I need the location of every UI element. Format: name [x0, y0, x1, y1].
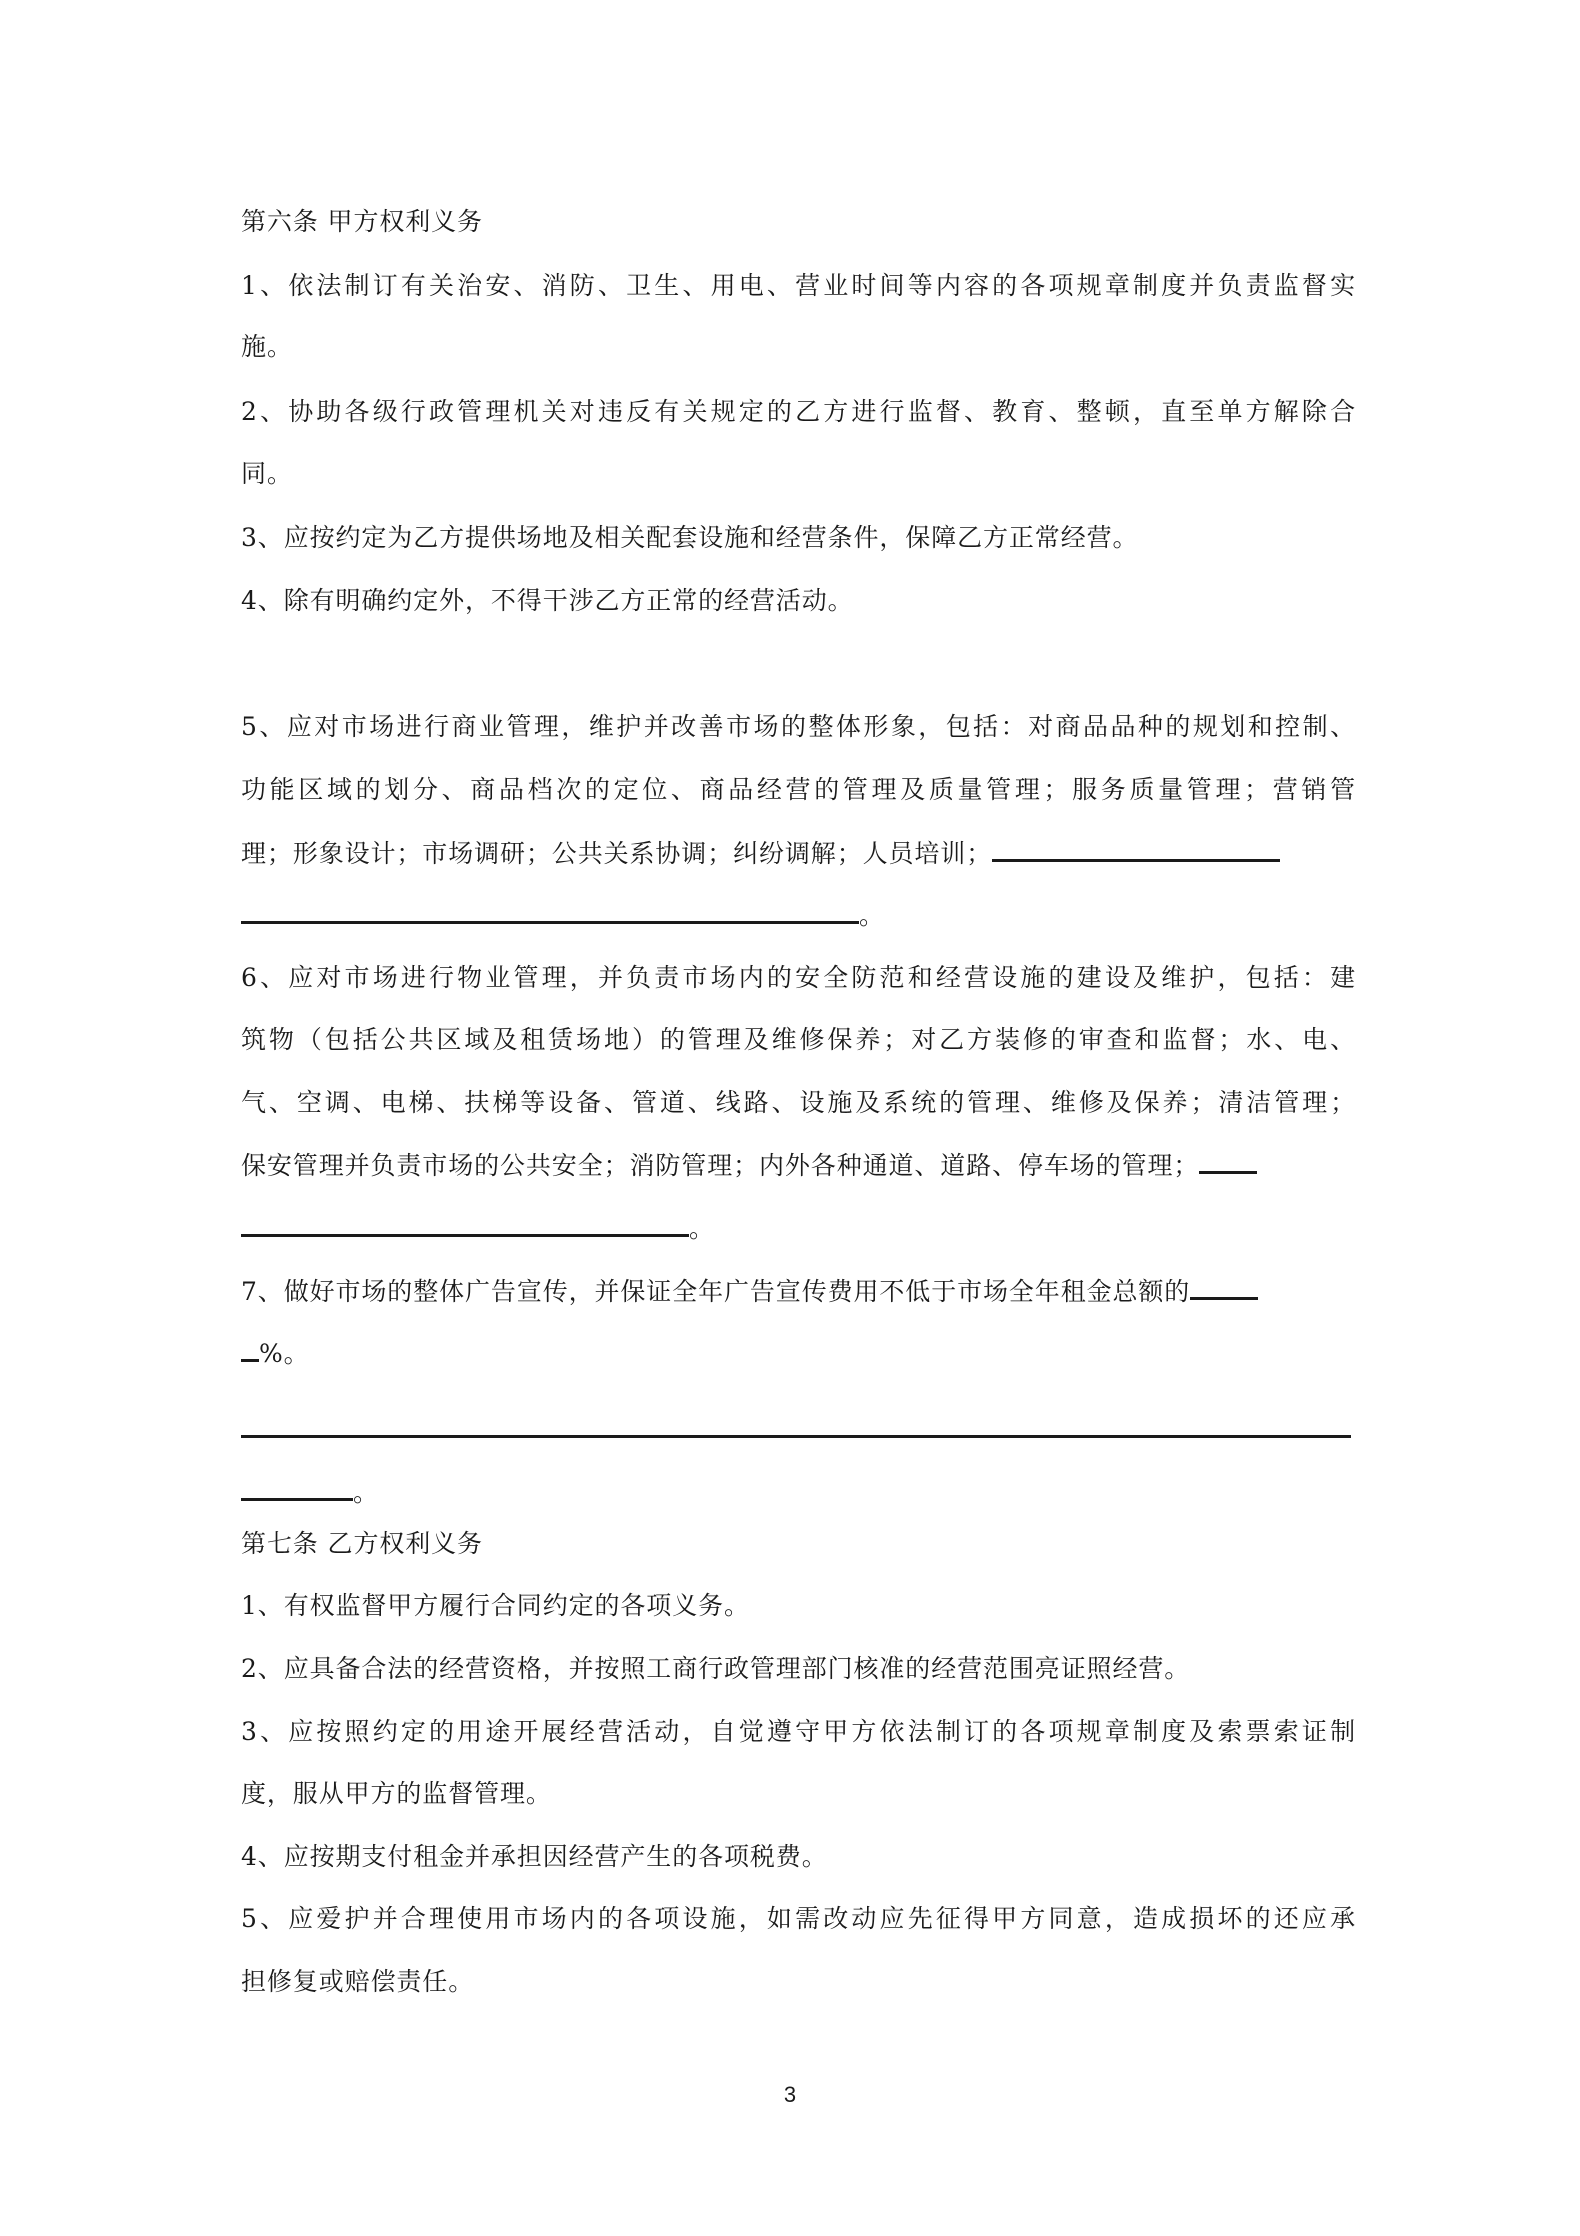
article-6-item-2-line-2: 同。	[241, 459, 293, 488]
article-6-item-6-line-2: 筑物（包括公共区域及租赁场地）的管理及维修保养；对乙方装修的审查和监督；水、电、	[241, 1025, 1356, 1054]
article-7-item-4: 4、应按期支付租金并承担因经营产生的各项税费。	[241, 1842, 828, 1871]
article-7-item-1: 1、有权监督甲方履行合同约定的各项义务。	[241, 1591, 750, 1620]
article-6-item-6-line-4	[241, 1149, 1356, 1182]
article-7-item-5-line-2: 担修复或赔偿责任。	[241, 1967, 475, 1996]
article-6-item-6-line-5	[241, 1212, 1356, 1245]
page-number: 3	[783, 2082, 797, 2107]
article-6-item-7-line-1	[241, 1275, 1356, 1308]
article-6-item-3: 3、应按约定为乙方提供场地及相关配套设施和经营条件，保障乙方正常经营。	[241, 523, 1139, 552]
article-6-item-6-line-3: 气、空调、电梯、扶梯等设备、管道、线路、设施及系统的管理、维修及保养；清洁管理；	[241, 1088, 1356, 1117]
article-6-item-5-line-3-text: 理；形象设计；市场调研；公共关系协调；纠纷调解；人员培训；	[241, 839, 993, 868]
article-6-item-1-line-1: 1、依法制订有关治安、消防、卫生、用电、营业时间等内容的各项规章制度并负责监督实	[241, 271, 1356, 300]
article-7-item-3-line-1: 3、应按照约定的用途开展经营活动，自觉遵守甲方依法制订的各项规章制度及索票索证制	[241, 1717, 1356, 1746]
article-6-item-6-line-4-text: 保安管理并负责市场的公共安全；消防管理；内外各种通道、道路、停车场的管理；	[241, 1151, 1200, 1180]
fill-in-blank[interactable]	[1199, 1149, 1257, 1174]
article-6-item-7-line-2	[241, 1337, 1356, 1370]
article-6-item-6-line-1: 6、应对市场进行物业管理，并负责市场内的安全防范和经营设施的建设及维护，包括：建	[241, 963, 1356, 992]
fill-in-blank[interactable]	[241, 1212, 689, 1237]
article-6-item-1-line-2: 施。	[241, 332, 293, 361]
article-6-item-5-line-4	[241, 899, 1356, 932]
fill-in-blank[interactable]	[241, 899, 859, 924]
article-7-item-2: 2、应具备合法的经营资格，并按照工商行政管理部门核准的经营范围亮证照经营。	[241, 1654, 1191, 1683]
blank-line-period: 。	[353, 1478, 379, 1507]
article-7-item-3-line-2: 度，服从甲方的监督管理。	[241, 1779, 552, 1808]
article-6-item-5-end: 。	[859, 901, 885, 930]
fill-in-blank[interactable]	[992, 837, 1280, 862]
blank-line-end	[241, 1476, 1356, 1509]
article-6-item-7-end: %。	[259, 1339, 310, 1368]
fill-in-blank[interactable]	[241, 1476, 353, 1501]
article-6-heading: 第六条 甲方权利义务	[241, 207, 483, 236]
article-6-item-6-end: 。	[689, 1214, 715, 1243]
article-6-item-5-line-2: 功能区域的划分、商品档次的定位、商品经营的管理及质量管理；服务质量管理；营销管	[241, 775, 1356, 804]
article-6-item-5-line-3	[241, 837, 1356, 870]
article-6-item-7-line-1-text: 7、做好市场的整体广告宣传，并保证全年广告宣传费用不低于市场全年租金总额的	[241, 1277, 1191, 1306]
article-6-item-2-line-1: 2、协助各级行政管理机关对违反有关规定的乙方进行监督、教育、整顿，直至单方解除合	[241, 397, 1356, 426]
article-7-item-5-line-1: 5、应爱护并合理使用市场内的各项设施，如需改动应先征得甲方同意，造成损坏的还应承	[241, 1904, 1356, 1933]
article-6-item-4: 4、除有明确约定外，不得干涉乙方正常的经营活动。	[241, 586, 854, 615]
fill-in-blank[interactable]	[1190, 1275, 1258, 1300]
fill-in-blank[interactable]	[241, 1413, 1351, 1438]
article-6-item-5-line-1: 5、应对市场进行商业管理，维护并改善市场的整体形象，包括：对商品品种的规划和控制、	[241, 712, 1356, 741]
blank-line-full	[241, 1413, 1356, 1446]
article-7-heading: 第七条 乙方权利义务	[241, 1529, 483, 1558]
fill-in-blank[interactable]	[241, 1337, 259, 1362]
